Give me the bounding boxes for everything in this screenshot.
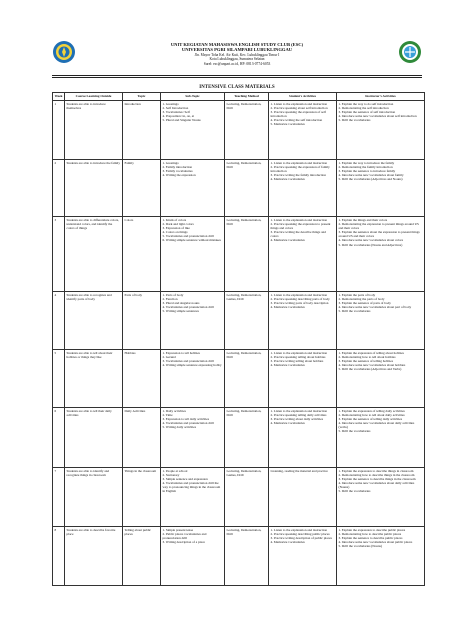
cell-line: 3. Expression of like — [162, 226, 190, 231]
cell-line: 2. Demonstrating how to tell about hobbies — [338, 355, 396, 360]
table-row — [53, 292, 425, 350]
cell-line: 1. Daily activities — [162, 409, 186, 413]
topic-cell: Telling about public places — [123, 527, 161, 586]
university-emblem-icon — [52, 40, 76, 64]
cell-line: 2. Family introduction — [162, 165, 193, 170]
method-cell: Lecturing, Demonstration, Games, Drill — [225, 292, 269, 350]
cell-line: 1. Explain the things and their colors — [338, 218, 388, 222]
week-cell: 6 — [53, 408, 65, 468]
table-row — [53, 217, 425, 292]
cell-line: 1. Expression to tell hobbies — [162, 351, 200, 355]
cell-line: 4. Introduce some new vocabularies about public places — [338, 540, 413, 545]
week-cell: 5 — [53, 350, 65, 408]
week-cell: 2 — [53, 160, 65, 217]
cell-line: 3. Explain the sentence about the expression to present things around US and their colors — [338, 230, 420, 239]
table-row — [53, 160, 425, 217]
cell-line: 2. Practice speaking about self introduction — [270, 106, 328, 111]
cell-line: 3. Practice writing the describe things and colors — [270, 230, 326, 239]
outcome-cell: Students are able to differentiate colors, understand colors, and identify the colors of things — [65, 217, 123, 292]
cell-line: 2. Demonstrating how to describe things in the classroom — [338, 473, 415, 478]
cell-line: 1. Listen to the explanation and instruction — [270, 161, 327, 165]
cell-line: 1. Explain the expression of telling daily activities — [338, 409, 405, 413]
cell-line: 3. Practice speaking the expression of self introduction — [270, 110, 326, 119]
subtopic-cell — [161, 527, 225, 586]
cell-line: 4. Introduce some new vocabularies about daily activities (verbs) — [338, 421, 415, 430]
materials-table — [52, 92, 425, 586]
cell-line: 2. Practice speaking describing public places — [270, 532, 330, 537]
cell-line: 2. Stationary — [162, 473, 180, 478]
outcome-cell: Students are able to identify and recognize things in classroom — [65, 468, 123, 527]
week-cell: 4 — [53, 292, 65, 350]
student-activities-cell — [269, 217, 337, 292]
cell-line: 2. Demonstrating the self introduction — [338, 106, 389, 111]
cell-line: 2. Practice speaking telling about hobbies — [270, 355, 326, 360]
subtopic-cell — [161, 408, 225, 468]
cell-line: 5. Vocabularies and pronunciation drill — [162, 234, 214, 239]
method-cell: Lecturing, Demonstration, Drill — [225, 408, 269, 468]
cell-line: 1. Listen to the explanation and instruction — [270, 351, 327, 355]
cell-line: 5. Drill the vocabularies — [338, 429, 371, 434]
cell-line: 5. Drill the vocabularies — [338, 309, 371, 314]
cell-line: 1. Listen to the explanation and instruction — [270, 293, 327, 297]
cell-line: 1. Kinds of colors — [162, 218, 187, 222]
cell-line: 3. Expression to tell daily activities — [162, 417, 210, 422]
student-activities-cell — [269, 292, 337, 350]
topic-cell: Colors — [123, 217, 161, 292]
method-cell: Lecturing, Demonstration, Drill — [225, 350, 269, 408]
cell-line: 5. Drill the vocabularies (Nouns) — [338, 544, 382, 549]
instructor-activities-cell — [337, 527, 425, 586]
outcome-cell: Students are able to describe favorite place — [65, 527, 123, 586]
table-row — [53, 527, 425, 586]
cell-line: 4. Vocabularies and pronunciation drill — [162, 305, 214, 310]
cell-line: 2. Demonstrating how to describe public places — [338, 532, 402, 537]
cell-line: 3. Explain the sentence to introduce family — [338, 169, 396, 174]
subtopic-cell — [161, 468, 225, 527]
cell-line: 4. Memorize vocabularies — [270, 238, 305, 243]
cell-line: 4. Introduce some new vocabularies about family — [338, 173, 404, 178]
cell-line: 1. Explain the way to do self introduction — [338, 102, 394, 106]
topic-cell: Introduction — [123, 101, 161, 160]
column-header: Course Learning Outside — [65, 93, 123, 101]
cell-line: 4. Writing the expression — [162, 173, 196, 178]
address-line: Jln. Mayor Toha Kel. Air Kuti, Kec. Lubuklinggau Timur I — [194, 52, 280, 57]
outcome-cell: Students are able to introduce themselves — [65, 101, 123, 160]
cell-line: 4. Introduce some new vocabularies about colors — [338, 238, 404, 243]
cell-line: 2. Function — [162, 297, 178, 302]
cell-line: 1. Listen to the explanation and instruction — [270, 528, 327, 532]
cell-line: 3. Explain the sentence to describe things in the classroom — [338, 477, 416, 482]
header-rule — [52, 75, 422, 76]
letterhead — [100, 42, 374, 67]
cell-line: 1. People at school — [162, 469, 188, 473]
column-header: Week — [53, 93, 65, 101]
cell-line: 3. Explain the sentence of parts of body — [338, 301, 391, 306]
table-row — [53, 101, 425, 160]
cell-line: 3. Explain the sentence of telling daily activities — [338, 417, 403, 422]
outcome-cell: Students are able to introduce the family — [65, 160, 123, 217]
topic-cell: Daily Activities — [123, 408, 161, 468]
subtopic-cell — [161, 101, 225, 160]
cell-line: 1. Explain the expression of telling about hobbies — [338, 351, 404, 355]
cell-line: 1. Greetings — [162, 161, 179, 165]
cell-line: 3. Practice writing telling about hobbies — [270, 359, 324, 364]
column-header: Teaching Method — [225, 93, 269, 101]
header-rule-thin — [52, 77, 422, 78]
student-activities-cell — [269, 527, 337, 586]
cell-line: 4. Introduce some new vocabularies about self introduction — [338, 114, 417, 119]
table-header-row — [53, 93, 425, 101]
cell-line: 4. Memorize vocabularies — [270, 540, 305, 545]
cell-line: 3. Practice writing parts of body description — [270, 301, 329, 306]
cell-line: 3. Family vocabularies — [162, 169, 193, 174]
table-row — [53, 408, 425, 468]
cell-line: 3. Plural and singular nouns — [162, 301, 200, 306]
cell-line: 1. Explain the way to introduce the family — [338, 161, 395, 165]
student-activities-cell — [269, 350, 337, 408]
cell-line: 1. Greetings — [162, 102, 179, 106]
instructor-activities-cell — [337, 408, 425, 468]
student-activities-cell — [269, 101, 337, 160]
cell-line: 2. Dark and light colors — [162, 222, 194, 227]
column-header: Instructor's Activities — [337, 93, 425, 101]
cell-line: 2. Practice speaking telling daily activities — [270, 413, 327, 418]
student-activities-cell — [269, 160, 337, 217]
cell-line: 3. Vocabularies and pronunciation drill — [162, 359, 214, 364]
club-emblem-icon — [398, 40, 422, 64]
cell-line: 3. Practice writing about daily activities — [270, 417, 324, 422]
cell-line: 4. Memorize vocabularies — [270, 363, 305, 368]
cell-line: 4. Memorize vocabularies — [270, 177, 305, 182]
column-header: Student's Activities — [269, 93, 337, 101]
topic-cell: Things in the classroom — [123, 468, 161, 527]
cell-line: 5. Writing daily activities — [162, 425, 197, 430]
cell-line: 4. Practice writing the self introduction — [270, 118, 323, 123]
week-cell: 8 — [53, 527, 65, 586]
cell-line: 2. Demonstrating the parts of body — [338, 297, 385, 302]
cell-line: 2. Practice speaking describing parts of body — [270, 297, 330, 302]
cell-line: 3. Explain the sentence of self introduction — [338, 110, 396, 115]
cell-line: 4. Memorize vocabularies — [270, 421, 305, 426]
cell-line: 5. Drill the vocabularies (Adjectives and Verbs) — [338, 367, 402, 372]
week-cell: 3 — [53, 217, 65, 292]
instructor-activities-cell — [337, 350, 425, 408]
cell-line: 1. Explain the expression to describe things in classroom — [338, 469, 414, 473]
instructor-activities-cell — [337, 292, 425, 350]
column-header: Sub-Topic — [161, 93, 225, 101]
instructor-activities-cell — [337, 101, 425, 160]
cell-line: 4. Vocabularies and pronunciation drill — [162, 421, 214, 426]
instructor-activities-cell — [337, 468, 425, 527]
topic-cell: Family — [123, 160, 161, 217]
subtopic-cell — [161, 292, 225, 350]
cell-line: 5. Plural and Singular Nouns — [162, 118, 201, 123]
cell-line: 1. Explain the expression to describe public places — [338, 528, 406, 532]
cell-line: 4. Preposition: in, on, at — [162, 114, 195, 119]
cell-line: 4. Introduce some new vocabularies about part of body — [338, 305, 412, 310]
method-cell: Lecturing, Demonstration, Drill — [225, 101, 269, 160]
subtopic-cell — [161, 217, 225, 292]
cell-line: 2. Demonstrating the expression to present things around US and their colors — [338, 222, 419, 231]
cell-line: 3. Writing description of a place — [162, 540, 205, 545]
cell-line: 4. Vocabularies and pronunciation drill the way to pronouncing things in the classroom in English — [162, 481, 221, 494]
cell-line: 2. Time — [162, 413, 173, 418]
method-cell: Lecturing, Demonstration, Drill — [225, 527, 269, 586]
organization-name: UNIT KEGIATAN MAHASISWA ENGLISH STUDY CLUB (ESC) — [170, 42, 304, 47]
cell-line: 5. Drill the vocabularies (Nouns and Adjectives) — [338, 242, 403, 247]
cell-line: 5. Memorize vocabularies — [270, 122, 305, 127]
cell-line: 4. Memorize vocabularies — [270, 305, 305, 310]
cell-line: 1. Simple present tense — [162, 528, 194, 532]
cell-line: 5. Drill the vocabularies — [338, 489, 371, 494]
cell-line: 3. Explain the sentence to describe public places — [338, 536, 403, 541]
student-activities-cell — [269, 468, 337, 527]
column-header: Topic — [123, 93, 161, 101]
outcome-cell: Students are able to tell their daily activities — [65, 408, 123, 468]
cell-line: 5. Drill the vocabularies — [338, 118, 371, 123]
cell-line: 2. Self Introduction — [162, 106, 189, 111]
subtopic-cell — [161, 160, 225, 217]
cell-line: 1. Explain the parts of body — [338, 293, 376, 297]
week-cell: 1 — [53, 101, 65, 160]
instructor-activities-cell — [337, 217, 425, 292]
cell-line: 3. Practice writing description of public places — [270, 536, 332, 541]
cell-line: 4. Introduce some new vocabularies about daily activities (Nouns) — [338, 481, 415, 490]
cell-line: 1. Listen to the explanation and instruction — [270, 409, 327, 413]
cell-line: 4. Writing simple sentence expressing hobby — [162, 363, 222, 368]
cell-line: 3. Vocabularies: Self — [162, 110, 190, 115]
subtopic-cell — [161, 350, 225, 408]
address-line: Kota Lubuklinggau, Sumatera Selatan — [209, 57, 265, 62]
cell-line: 4. Introduce some new vocabularies about hobbies — [338, 363, 406, 368]
cell-line: 1. Listen to the explanation and instruction — [270, 102, 327, 106]
cell-line: 2. Gerund — [162, 355, 176, 360]
student-activities-cell — [269, 408, 337, 468]
topic-cell: Hobbies — [123, 350, 161, 408]
cell-line: 1. Parts of body — [162, 293, 184, 297]
cell-line: 3. Simple sentence and expression — [162, 477, 208, 482]
method-cell: Lecturing, Demonstration, Drill — [225, 160, 269, 217]
cell-line: 5. Drill the vocabularies (Adjectives and Nouns) — [338, 177, 403, 182]
cell-line: 2. Public places vocabularies and pronunciation drill — [162, 532, 207, 541]
university-name: UNIVERSITAS PGRI SILAMPARI LUBUKLINGGAU — [181, 47, 293, 53]
table-row — [53, 468, 425, 527]
cell-line: Listening, reading the material and practice — [270, 469, 328, 473]
method-cell: Lecturing, Demonstration, Drill — [225, 217, 269, 292]
cell-line: 2. Practice speaking the expression of family introduction — [270, 165, 330, 174]
cell-line: 1. Listen to the explanation and instruction — [270, 218, 327, 222]
instructor-activities-cell — [337, 160, 425, 217]
cell-line: 3. Practice writing the family introduction — [270, 173, 326, 178]
cell-line: 4. Colors on things — [162, 230, 188, 235]
cell-line: 2. Demonstrating the family introduction — [338, 165, 393, 170]
outcome-cell: Students are able to tell about their hobbies or things they like — [65, 350, 123, 408]
cell-line: 3. Explain the sentence of telling hobbies — [338, 359, 393, 364]
cell-line: 6. Writing simple sentence without mistakes — [162, 238, 221, 243]
week-cell: 7 — [53, 468, 65, 527]
cell-line: 2. Demonstrating how to tell about daily activities — [338, 413, 405, 418]
table-row — [53, 350, 425, 408]
cell-line: 5. Writing simple sentences — [162, 309, 199, 314]
document-title: INTENSIVE CLASS MATERIALS — [199, 85, 275, 90]
topic-cell: Parts of body — [123, 292, 161, 350]
cell-line: 2. Practice speaking the expression to present things and colors — [270, 222, 331, 231]
outcome-cell: Students are able to recognize and identify parts of body — [65, 292, 123, 350]
method-cell: Lecturing, Demonstration, Games, Drill — [225, 468, 269, 527]
contact-line: Surel: esc@unpari.ac.id, HP: 0813-0774-6053 — [203, 62, 271, 66]
